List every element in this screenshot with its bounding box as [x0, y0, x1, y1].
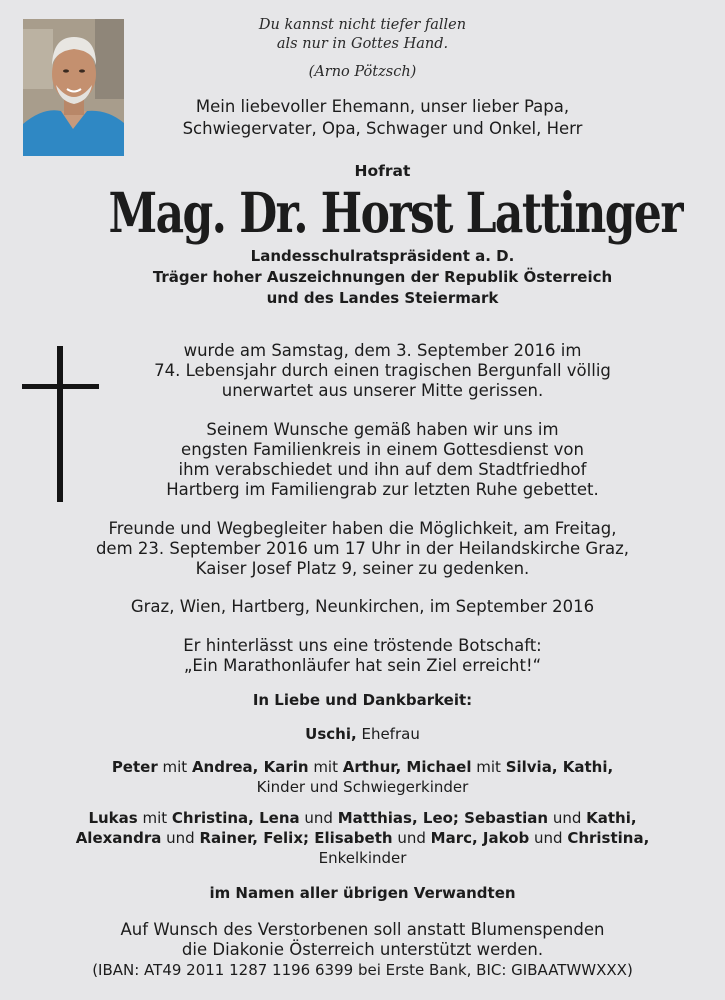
text-line: Kaiser Josef Platz 9, seiner zu gedenken.: [195, 559, 530, 578]
text-line: Seinem Wunsche gemäß haben wir uns im: [206, 420, 559, 439]
mourner-role: Kinder und Schwiegerkinder: [256, 778, 469, 796]
place-date: Graz, Wien, Hartberg, Neunkirchen, im September 2016: [130, 597, 595, 616]
quote-author: (Arno Pötzsch): [308, 64, 417, 80]
deceased-name: Mag. Dr. Horst Lattinger: [108, 180, 682, 245]
intro: [40, 96, 725, 140]
text-line: dem 23. September 2016 um 17 Uhr in der Heilandskirche Graz,: [95, 539, 630, 558]
titles: [40, 246, 725, 309]
donation: [0, 920, 725, 980]
mourner-name: Marc, Jakob: [430, 829, 530, 847]
mourner-name: Christina,: [567, 829, 650, 847]
mourner-name: Kathi,: [586, 809, 637, 827]
text-line: Auf Wunsch des Verstorbenen soll anstatt Blumenspenden: [120, 920, 605, 939]
paragraph-memorial: [0, 519, 725, 579]
mourner-name: Matthias, Leo; Sebastian: [337, 809, 549, 827]
intro-line: Schwiegervater, Opa, Schwager und Onkel, Herr: [182, 119, 583, 138]
mourner-name: Peter: [111, 758, 158, 776]
mourner-role: Ehefrau: [361, 725, 420, 743]
mourner-name: Arthur, Michael: [342, 758, 472, 776]
quote: [0, 16, 725, 82]
connector-text: mit: [157, 758, 192, 776]
connector-text: und: [529, 829, 568, 847]
closing: In Liebe und Dankbarkeit:: [252, 691, 473, 709]
connector-text: und: [161, 829, 200, 847]
text-line: engsten Familienkreis in einem Gottesdienst von: [181, 440, 584, 459]
grandchildren-names: [0, 808, 725, 828]
mourner-name: Alexandra: [75, 829, 162, 847]
grandchildren: [0, 808, 725, 868]
text-line: Hartberg im Familiengrab zur letzten Ruhe gebettet.: [166, 480, 599, 499]
intro-line: Mein liebevoller Ehemann, unser lieber Papa,: [195, 97, 570, 116]
text-line: „Ein Marathonläufer hat sein Ziel erreicht!“: [183, 656, 542, 675]
grandchildren-names: [0, 828, 725, 848]
paragraph-death: [40, 341, 725, 401]
honorific: Hofrat: [354, 162, 411, 180]
connector-text: und: [299, 809, 338, 827]
text-line: unerwartet aus unserer Mitte gerissen.: [221, 381, 544, 400]
children: [0, 757, 725, 797]
text-line: Er hinterlässt uns eine tröstende Botschaft:: [183, 636, 542, 655]
text-line: ihm verabschiedet und ihn auf dem Stadtfriedhof: [178, 460, 587, 479]
mourner-name: Lukas: [88, 809, 138, 827]
children-names: [0, 757, 725, 777]
paragraph-burial: [40, 420, 725, 500]
connector-text: mit: [308, 758, 343, 776]
mourner-name: Christina, Lena: [171, 809, 300, 827]
wife-line: [0, 724, 725, 744]
text-line: die Diakonie Österreich unterstützt werden.: [181, 940, 544, 959]
quote-line: Du kannst nicht tiefer fallen: [258, 17, 467, 33]
mourner-name: Rainer, Felix; Elisabeth: [199, 829, 393, 847]
title-line: Landesschulratspräsident a. D.: [250, 247, 515, 265]
connector-text: und: [548, 809, 587, 827]
title-line: Träger hoher Auszeichnungen der Republik Österreich: [152, 268, 613, 286]
connector-text: mit: [471, 758, 506, 776]
connector-text: und: [392, 829, 431, 847]
message: [0, 636, 725, 676]
text-line: wurde am Samstag, dem 3. September 2016 im: [183, 341, 582, 360]
quote-line: als nur in Gottes Hand.: [276, 36, 449, 52]
mourner-role: Enkelkinder: [318, 849, 407, 867]
text-line: Freunde und Wegbegleiter haben die Möglichkeit, am Freitag,: [108, 519, 617, 538]
bank-details: (IBAN: AT49 2011 1287 1196 6399 bei Erste Bank, BIC: GIBAATWWXXX): [92, 961, 633, 979]
mourner-name: Uschi,: [305, 725, 357, 743]
mourner-name: Silvia, Kathi,: [505, 758, 614, 776]
text-line: 74. Lebensjahr durch einen tragischen Bergunfall völlig: [154, 361, 611, 380]
relatives: im Namen aller übrigen Verwandten: [209, 884, 516, 902]
connector-text: mit: [137, 809, 172, 827]
mourner-name: Andrea, Karin: [191, 758, 309, 776]
title-line: und des Landes Steiermark: [266, 289, 499, 307]
